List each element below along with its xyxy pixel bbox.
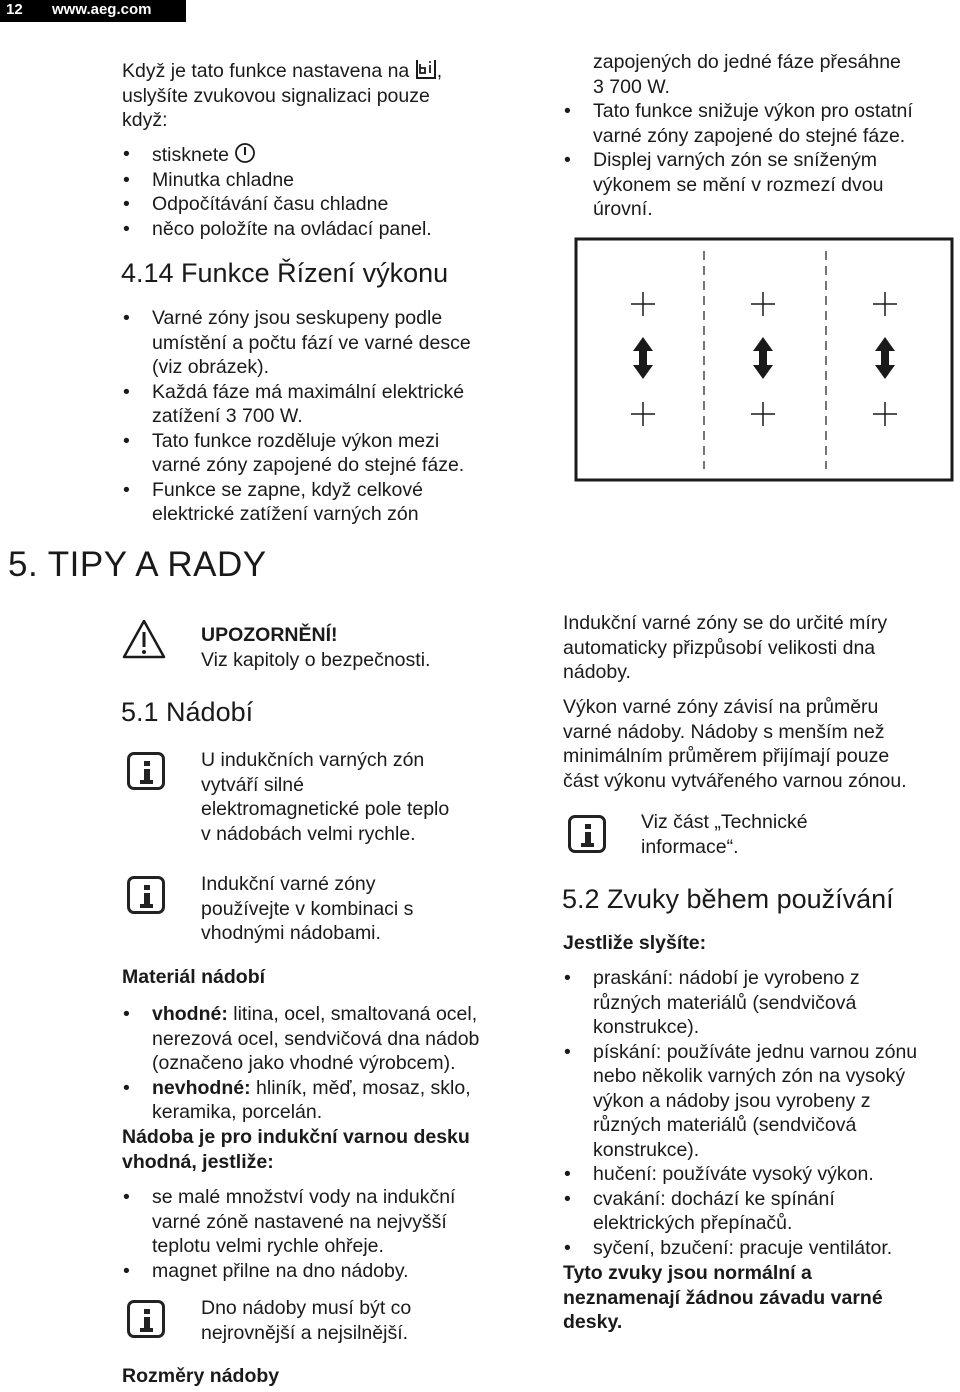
continued-text: zapojených do jedné fáze přesáhne 3 700 W. [593, 51, 901, 98]
info-icon [127, 1300, 165, 1338]
warning-text: Viz kapitoly o bezpečnosti. [201, 648, 431, 671]
dimensions-title: Rozměry nádoby [122, 1365, 280, 1387]
display-symbol-icon [415, 58, 437, 80]
intro-text-line3: když: [122, 109, 168, 131]
intro-text-line2: uslyšíte zvukovou signalizaci pouze [122, 84, 430, 107]
intro-text: Když je tato funkce nastavena na [122, 60, 410, 82]
warning-block [201, 623, 531, 672]
power-management-list [122, 306, 542, 527]
chapter-5-title: 5. TIPY A RADY [8, 545, 267, 584]
section-5-2-title: 5.2 Zvuky během používání [562, 884, 894, 914]
list-item: • Funkce se zapne, když celkové elektrické zatížení varných zón [122, 478, 542, 527]
list-item: • vhodné: litina, ocel, smaltovaná ocel, nerezová ocel, sendvičová dna nádob (označeno jako vhodné výrobcem). [122, 1002, 542, 1076]
list-item: • pískání: používáte jednu varnou zónu nebo několik varných zón na vysoký výkon a nádoby jsou vyrobeny z různých materiálů (sendvičová konstrukce). [563, 1040, 960, 1163]
list-item: • Každá fáze má maximální elektrické zatížení 3 700 W. [122, 380, 542, 429]
material-list [122, 1002, 542, 1125]
intro-bullet-list [122, 142, 542, 241]
induction-adapt-paragraph: Indukční varné zóny se do určité míry automaticky přizpůsobí velikosti dna nádoby. [563, 612, 888, 683]
list-item: • praskání: nádobí je vyrobeno z různých materiálů (sendvičová konstrukce). [563, 966, 960, 1040]
list-item: • se malé množství vody na indukční varné zóně nastavené na nejvyšší teplotu velmi rychle ohřeje. [122, 1185, 542, 1259]
list-item: • magnet přilne na dno nádoby. [122, 1259, 542, 1284]
section-4-14-title: 4.14 Funkce Řízení výkonu [121, 258, 449, 288]
list-item: • syčení, bzučení: pracuje ventilátor. [563, 1236, 960, 1261]
info-note-induction: U indukčních varných zón vytváří silné elektromagnetické pole teplo v nádobách velmi rychle. [201, 749, 450, 845]
info-icon [127, 752, 165, 790]
material-title: Materiál nádobí [122, 966, 266, 988]
info-note-pan-bottom: Dno nádoby musí být co nejrovnější a nejsilnější. [201, 1297, 412, 1344]
info-icon [568, 815, 606, 853]
list-item: • Tato funkce snižuje výkon pro ostatní varné zóny zapojené do stejné fáze. [563, 99, 958, 148]
header-url: www.aeg.com [52, 1, 152, 18]
list-item: • cvakání: dochází ke spínání elektrických přepínačů. [563, 1187, 960, 1236]
list-item: • Varné zóny jsou seskupeny podle umístění a počtu fází ve varné desce (viz obrázek). [122, 306, 542, 380]
power-diameter-paragraph: Výkon varné zóny závisí na průměru varné nádoby. Nádoby s menším než minimálním průměrem přijímají pouze část výkonu vytvářeného varnou zónou. [563, 696, 907, 792]
list-item: • hučení: používáte vysoký výkon. [563, 1162, 960, 1187]
section-5-1-title: 5.1 Nádobí [121, 697, 254, 727]
info-icon [127, 876, 165, 914]
list-item: • Displej varných zón se sníženým výkonem se mění v rozmezí dvou úrovní. [563, 148, 958, 222]
list-item: • Minutka chladne [122, 168, 542, 193]
list-item: • Tato funkce rozděluje výkon mezi varné zóny zapojené do stejné fáze. [122, 429, 542, 478]
page-header [0, 0, 186, 22]
warning-title: UPOZORNĚNÍ! [201, 624, 338, 646]
power-reduction-list [563, 99, 958, 222]
info-note-technical: Viz část „Technické informace“. [641, 811, 808, 858]
power-icon [234, 142, 256, 164]
sounds-list [563, 966, 960, 1260]
warning-triangle-icon [121, 618, 167, 660]
suitable-list [122, 1185, 542, 1283]
intro-paragraph: Když je tato funkce nastavena na , uslyšíte zvukovou signalizaci pouze když: [122, 58, 542, 133]
list-item: • nevhodné: hliník, měď, mosaz, sklo, keramika, porcelán. [122, 1076, 542, 1125]
hob-phase-diagram [574, 237, 954, 482]
hear-title: Jestliže slyšíte: [563, 932, 707, 954]
list-item: • něco položíte na ovládací panel. [122, 217, 542, 242]
page-number: 12 [6, 1, 23, 18]
list-item: • Odpočítávání času chladne [122, 192, 542, 217]
closing-note: Tyto zvuky jsou normální a neznamenají žádnou závadu varné desky. [563, 1262, 883, 1333]
suitable-title: Nádoba je pro indukční varnou desku vhodná, jestliže: [122, 1126, 470, 1173]
list-item: • stisknete [122, 142, 542, 168]
info-note-cookware: Indukční varné zóny používejte v kombinaci s vhodnými nádobami. [201, 873, 414, 944]
